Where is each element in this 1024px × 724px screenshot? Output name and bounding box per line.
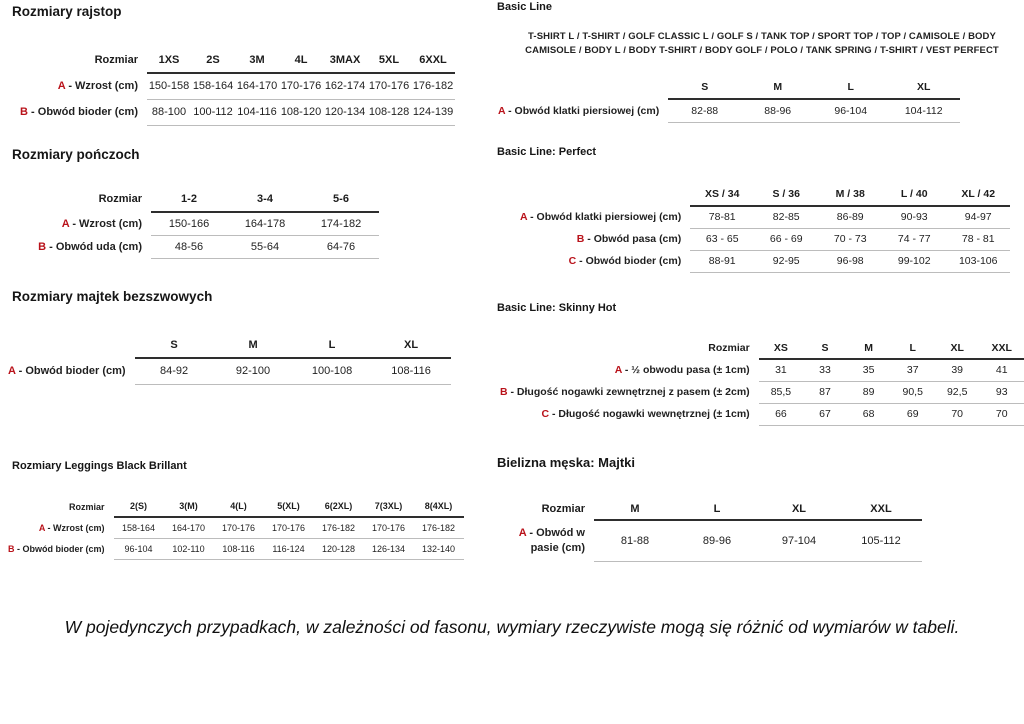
row-label [20,73,147,99]
row-label-text: A - Wzrost (cm) [57,80,138,92]
row-label [498,99,668,122]
section-title-ponczoch: Rozmiary pończoch [12,147,140,162]
measurement-value: 64-76 [303,235,379,258]
table-corner-label [520,182,690,206]
measurement-value: 102-110 [164,538,214,559]
measurement-value: 89 [847,381,891,403]
measurement-value: 116-124 [264,538,314,559]
basic-line-products-line1: T-SHIRT L / T-SHIRT / GOLF CLASSIC L / GOLF S / TANK TOP / SPORT TOP / TOP / CAMISOLE / BODY [528,31,996,42]
section-title-majtek-bezszwowe: Rozmiary majtek bezszwowych [12,289,213,304]
size-column-header: 5XL [367,47,411,73]
basic-line-products-line2: CAMISOLE / BODY L / BODY T-SHIRT / BODY GOLF / POLO / TANK SPRING / T-SHIRT / VEST PERFECT [525,45,999,57]
size-column-header: XL [758,498,840,520]
row-label-text: B - Obwód uda (cm) [38,240,142,253]
row-label [8,358,135,384]
measurement-value: 150-158 [147,73,191,99]
row-label-text: C - Obwód bioder (cm) [568,255,682,267]
measurement-value: 87 [803,381,847,403]
section-title-leggings: Rozmiary Leggings Black Brillant [12,460,187,472]
measurement-value: 170-176 [264,517,314,538]
measurement-value: 67 [803,403,847,425]
size-table-majtek-bezszwowe [8,332,451,385]
row-label-text: A - Wzrost (cm) [61,217,142,230]
measurement-value: 96-104 [814,99,887,122]
measurement-value: 176-182 [411,73,455,99]
table-corner-label [8,332,135,358]
measurement-value: 176-182 [414,517,464,538]
measurement-value: 74 - 77 [882,228,946,250]
measurement-value: 158-164 [191,73,235,99]
table-corner-label [8,496,114,517]
size-column-header: 3(M) [164,496,214,517]
table-corner-label [500,498,594,520]
size-column-header: 2(S) [114,496,164,517]
row-label-text: A - Obwód bioder (cm) [8,365,126,377]
measurement-value: 96-104 [114,538,164,559]
table-corner-label [500,337,759,359]
size-table-majtki-meskie [500,498,922,562]
row-label-text: A - Obwód klatki piersiowej (cm) [520,211,682,223]
size-column-header: XL [935,337,979,359]
measurement-value: 150-166 [151,212,227,235]
size-column-header: M / 38 [818,182,882,206]
measurement-value: 70 [935,403,979,425]
basic-line-product-list [508,30,1016,59]
row-label [500,381,759,403]
measurement-value: 108-116 [372,358,451,384]
measurement-value: 97-104 [758,520,840,561]
measure-letter: A [518,527,527,540]
size-table-rajstop [20,47,455,126]
measurement-value: 31 [759,359,803,381]
table-corner-label [20,47,147,73]
size-column-header: 4L [279,47,323,73]
measurement-value: 63 - 65 [690,228,754,250]
measurement-value: 92,5 [935,381,979,403]
measurement-value: 108-116 [214,538,264,559]
measurement-value: 164-178 [227,212,303,235]
measure-letter: A [57,80,66,92]
measurement-value: 94-97 [946,206,1010,228]
measurement-value: 126-134 [364,538,414,559]
row-label-text: A - Obwód w pasie (cm) [518,527,585,554]
size-column-header: L [814,76,887,99]
measure-letter: A [614,364,622,376]
table-corner-text: Rozmiar [708,342,750,354]
measurement-value: 104-116 [235,99,279,125]
row-label-text: A - Obwód klatki piersiowej (cm) [498,104,660,117]
measurement-value: 164-170 [164,517,214,538]
measurement-value: 132-140 [414,538,464,559]
size-column-header: S / 36 [754,182,818,206]
table-corner-text: Rozmiar [68,501,105,512]
measurement-value: 70 [979,403,1024,425]
size-column-header: XL / 42 [946,182,1010,206]
size-column-header: L [890,337,934,359]
row-label-text: C - Długość nogawki wewnętrznej (± 1cm) [541,408,750,420]
measure-letter: A [8,365,16,377]
measurement-value: 88-100 [147,99,191,125]
measurement-value: 69 [890,403,934,425]
size-column-header: XXL [840,498,922,520]
measurement-value: 120-128 [314,538,364,559]
measurement-value: 158-164 [114,517,164,538]
measurement-value: 162-174 [323,73,367,99]
measure-letter: C [541,408,550,420]
measurement-value: 68 [847,403,891,425]
size-column-header: S [668,76,741,99]
row-label-text: A - Wzrost (cm) [38,522,105,533]
size-column-header: XXL [979,337,1024,359]
section-title-rajstop: Rozmiary rajstop [12,4,122,19]
footer-disclaimer: W pojedynczych przypadkach, w zależności od fasonu, wymiary rzeczywiste mogą się różnić od wymiarów w tabeli. [64,617,960,637]
measurement-value: 124-139 [411,99,455,125]
measure-letter: B [20,106,28,118]
size-column-header: 4(L) [214,496,264,517]
measurement-value: 86-89 [818,206,882,228]
size-table-skinny-hot [500,337,1024,426]
measurement-value: 120-134 [323,99,367,125]
measurement-value: 90,5 [890,381,934,403]
measurement-value: 170-176 [214,517,264,538]
measure-letter: C [568,255,577,267]
size-column-header: 6(2XL) [314,496,364,517]
size-column-header: XL [372,332,451,358]
size-table-perfect [520,182,1010,273]
table-corner-text: Rozmiar [98,193,142,205]
measurement-value: 93 [979,381,1024,403]
measure-letter: A [498,104,506,117]
measurement-value: 41 [979,359,1024,381]
measurement-value: 104-112 [887,99,960,122]
size-column-header: 3M [235,47,279,73]
measurement-value: 170-176 [279,73,323,99]
measure-letter: A [38,522,45,533]
row-label-text: B - Obwód pasa (cm) [576,233,682,245]
measurement-value: 70 - 73 [818,228,882,250]
measure-letter: A [61,217,70,230]
section-title-skinny-hot: Basic Line: Skinny Hot [497,302,617,314]
row-label-text: B - Obwód bioder (cm) [20,106,138,118]
measurement-value: 108-128 [367,99,411,125]
measurement-value: 170-176 [364,517,414,538]
size-column-header: XL [887,76,960,99]
row-label [520,250,690,272]
table-corner-text: Rozmiar [94,54,138,66]
size-table-leggings [8,496,464,560]
size-column-header: XS / 34 [690,182,754,206]
measurement-value: 92-100 [214,358,293,384]
measurement-value: 82-88 [668,99,741,122]
measurement-value: 55-64 [227,235,303,258]
table-corner-text: Rozmiar [541,503,585,515]
size-column-header: L [676,498,758,520]
measurement-value: 35 [847,359,891,381]
measurement-value: 85,5 [759,381,803,403]
measurement-value: 48-56 [151,235,227,258]
size-column-header: S [803,337,847,359]
size-column-header: M [594,498,676,520]
measurement-value: 176-182 [314,517,364,538]
measurement-value: 96-98 [818,250,882,272]
size-column-header: XS [759,337,803,359]
size-column-header: 5-6 [303,186,379,212]
size-column-header: 8(4XL) [414,496,464,517]
size-column-header: M [741,76,814,99]
measure-letter: B [8,543,15,554]
measurement-value: 78-81 [690,206,754,228]
row-label [500,520,594,561]
section-title-basic-line: Basic Line [497,1,553,13]
row-label [520,228,690,250]
size-column-header: 7(3XL) [364,496,414,517]
measurement-value: 92-95 [754,250,818,272]
size-column-header: L [293,332,372,358]
measurement-value: 90-93 [882,206,946,228]
measurement-value: 81-88 [594,520,676,561]
section-title-perfect: Basic Line: Perfect [497,146,597,158]
table-corner-label [498,76,668,99]
row-label [8,517,114,538]
size-table-basic-line [498,76,960,123]
row-label [22,212,151,235]
measurement-value: 37 [890,359,934,381]
size-column-header: 3MAX [323,47,367,73]
measurement-value: 33 [803,359,847,381]
measure-letter: B [576,233,585,245]
measurement-value: 66 [759,403,803,425]
measure-letter: A [520,211,528,223]
row-label [500,359,759,381]
measurement-value: 103-106 [946,250,1010,272]
size-column-header: 1XS [147,47,191,73]
measurement-value: 88-91 [690,250,754,272]
measure-letter: B [38,240,47,253]
size-column-header: 1-2 [151,186,227,212]
size-column-header: 3-4 [227,186,303,212]
size-column-header: M [214,332,293,358]
row-label [20,99,147,125]
measurement-value: 170-176 [367,73,411,99]
measurement-value: 66 - 69 [754,228,818,250]
measurement-value: 174-182 [303,212,379,235]
size-column-header: L / 40 [882,182,946,206]
row-label-text: B - Długość nogawki zewnętrznej z pasem (± 2cm) [500,386,750,398]
row-label [500,403,759,425]
measurement-value: 82-85 [754,206,818,228]
size-column-header: 5(XL) [264,496,314,517]
measurement-value: 88-96 [741,99,814,122]
measurement-value: 108-120 [279,99,323,125]
measurement-value: 100-112 [191,99,235,125]
measurement-value: 100-108 [293,358,372,384]
measurement-value: 164-170 [235,73,279,99]
measurement-value: 105-112 [840,520,922,561]
measurement-value: 78 - 81 [946,228,1010,250]
row-label [520,206,690,228]
measurement-value: 99-102 [882,250,946,272]
size-column-header: 6XXL [411,47,455,73]
table-corner-label [22,186,151,212]
size-column-header: M [847,337,891,359]
size-table-ponczoch [22,186,379,259]
size-column-header: S [135,332,214,358]
measurement-value: 84-92 [135,358,214,384]
row-label-text: B - Obwód bioder (cm) [8,543,105,554]
measurement-value: 39 [935,359,979,381]
row-label-text: A - ½ obwodu pasa (± 1cm) [614,364,750,376]
row-label [22,235,151,258]
measurement-value: 89-96 [676,520,758,561]
row-label [8,538,114,559]
measure-letter: B [500,386,508,398]
size-column-header: 2S [191,47,235,73]
section-title-majtki-meskie: Bielizna męska: Majtki [497,455,635,470]
